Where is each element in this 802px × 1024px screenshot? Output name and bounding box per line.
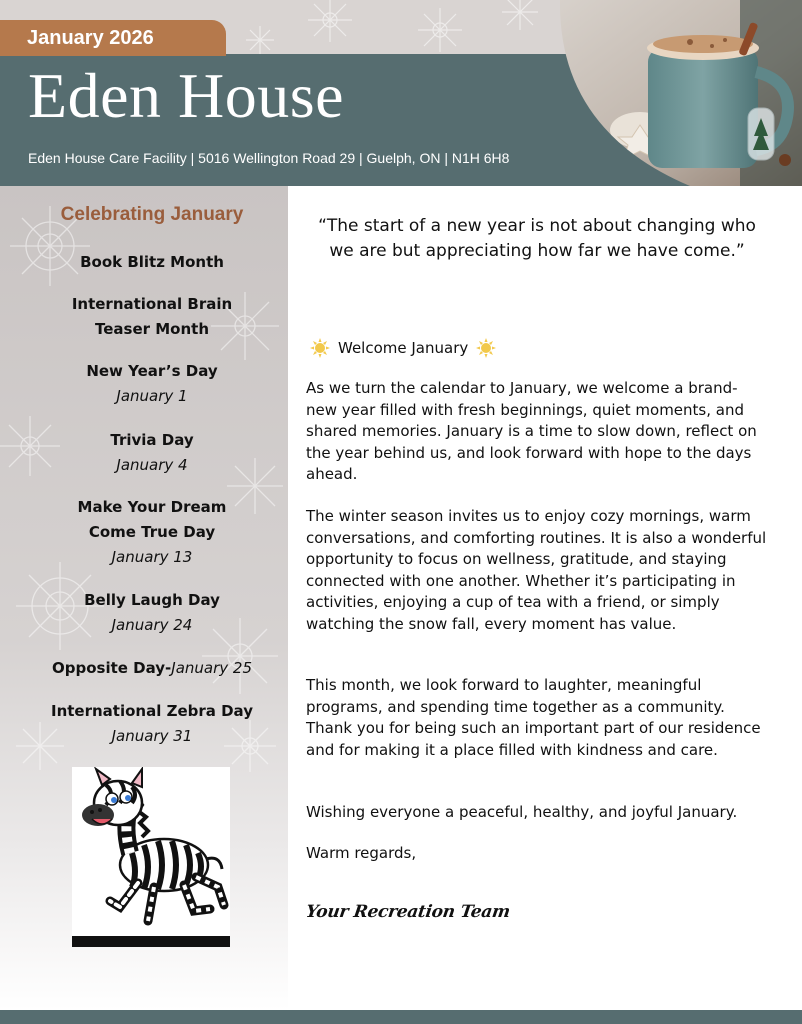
sun-icon [310, 338, 330, 358]
event-name: Opposite Day- [51, 659, 172, 677]
newsletter-title: Eden House [28, 60, 345, 131]
paragraph-closing: Warm regards, [306, 844, 417, 862]
event-name: Belly Laugh Day [84, 591, 220, 609]
event-new-years-day [0, 359, 288, 409]
event-make-your-dream-come-true-day [0, 495, 288, 570]
event-book-blitz-month [0, 250, 288, 275]
event-belly-laugh-day [0, 588, 288, 638]
paragraph-winter: The winter season invites us to enjoy cozy mornings, warm conversations, and comforting routines. It is also a wonderful opportunity to focus on wellness, gratitude, and staying connected with one another. Whether it’s participating in activities, enjoying a cup of tea with a friend, or simply watching the snow fall, every moment has value. [306, 507, 767, 633]
event-date: January 13 [111, 548, 193, 566]
event-international-brain-teaser-month [0, 292, 288, 342]
zebra-icon [72, 767, 230, 937]
facility-address: Eden House Care Facility | 5016 Wellington Road 29 | Guelph, ON | N1H 6H8 [28, 150, 510, 166]
new-year-quote: “The start of a new year is not about changing who we are but appreciating how far we have come.” [318, 216, 756, 261]
event-opposite-day [0, 656, 288, 681]
sidebar-title: Celebrating January [60, 204, 244, 225]
event-name: Trivia Day [110, 431, 194, 449]
zebra-image-caption-bar [72, 936, 230, 947]
paragraph-wishes: Wishing everyone a peaceful, healthy, and joyful January. [306, 803, 738, 821]
footer-bar [0, 1010, 802, 1024]
event-name: New Year’s Day [86, 362, 218, 380]
zebra-illustration [72, 767, 230, 947]
event-name: Book Blitz Month [80, 253, 224, 271]
paragraph-intro: As we turn the calendar to January, we welcome a brand-new year filled with fresh beginnings, quiet moments, and shared memories. January is a time to slow down, reflect on the year behind us, and look forward with hope to the days ahead. [306, 379, 757, 483]
event-date: January 4 [116, 456, 188, 474]
event-date: January 25 [171, 659, 253, 677]
event-name-line-1: Make Your Dream [77, 498, 227, 516]
event-name-line-1: International Brain [71, 295, 233, 313]
event-date: January 24 [111, 616, 193, 634]
event-international-zebra-day [0, 699, 288, 749]
event-date: January 31 [111, 727, 193, 745]
welcome-heading [310, 338, 496, 358]
celebrations-sidebar [0, 186, 288, 1010]
date-tab: January 2026 [0, 20, 226, 56]
welcome-heading-text: Welcome January [338, 339, 469, 357]
signature: Your Recreation Team [304, 902, 512, 922]
sun-icon [476, 338, 496, 358]
event-name-line-2: Teaser Month [94, 320, 210, 338]
event-name: International Zebra Day [50, 702, 253, 720]
event-date: January 1 [116, 387, 188, 405]
paragraph-community: This month, we look forward to laughter, meaningful programs, and spending time together as a community. Thank you for being such an important part of our residence and for making it a place filled with kindness and care. [306, 676, 761, 759]
event-trivia-day [0, 428, 288, 478]
event-name-line-2: Come True Day [88, 523, 216, 541]
